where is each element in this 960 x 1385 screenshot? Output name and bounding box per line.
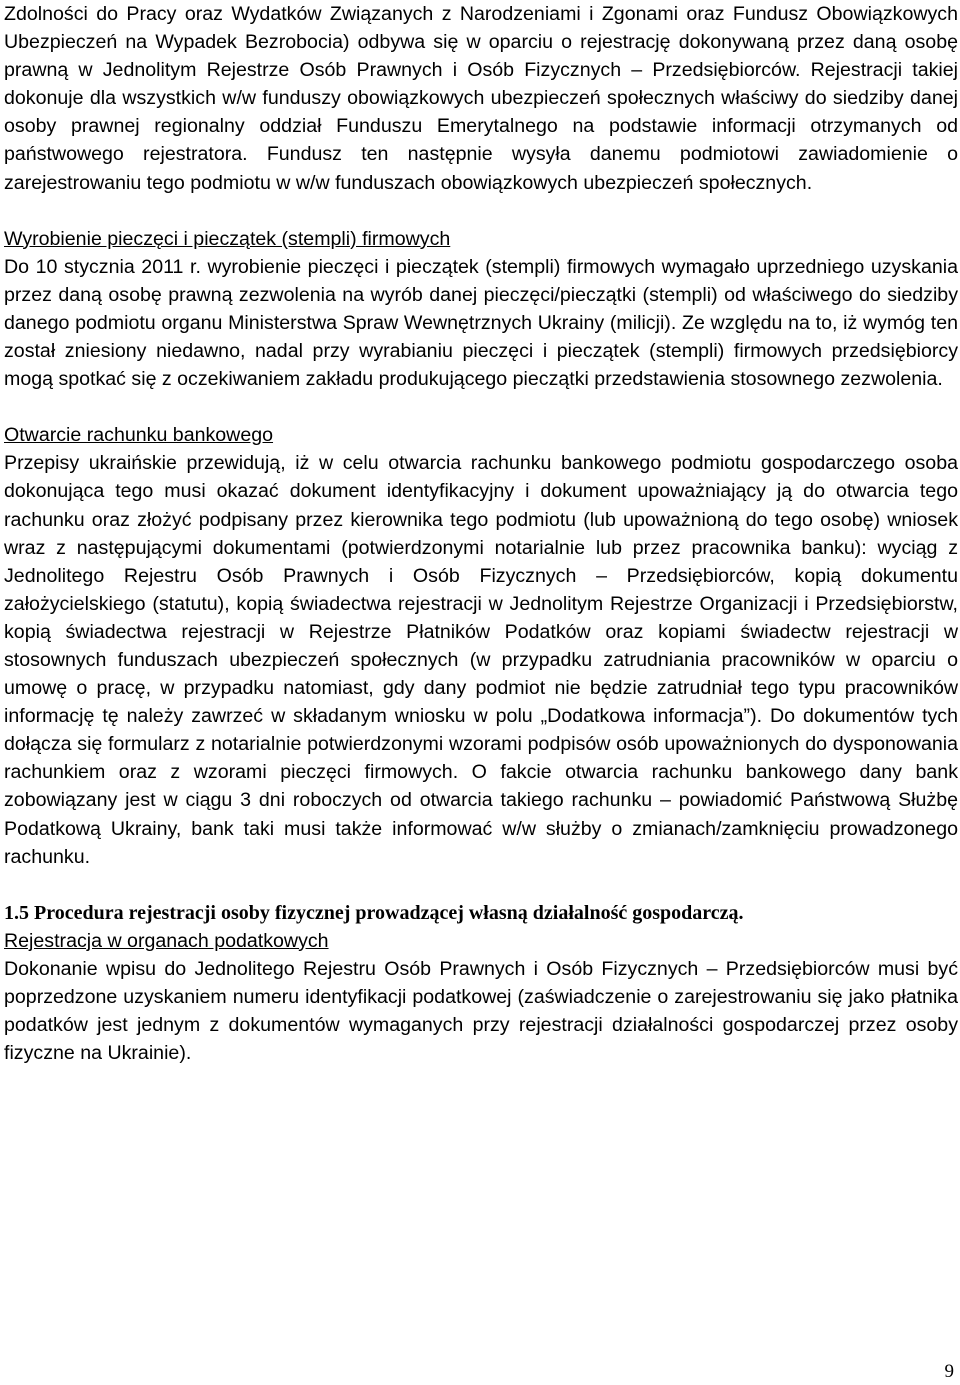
section-body-stamps: Do 10 stycznia 2011 r. wyrobienie pieczęci i pieczątek (stempli) firmowych wymagało uprzedniego uzyskania przez daną osobę prawną zezwolenia na wyrób danej pieczęci/pieczątki (stempli) od właściwego do siedziby danego podmiotu organu Ministerstwa Spraw Wewnętrznych Ukrainy (milicji). Ze względu na to, iż wymóg ten został zniesiony niedawno, nadal przy wyrabianiu pieczęci i pieczątek (stempli) firmowych przedsiębiorcy mogą spotkać się z oczekiwaniem zakładu produkującego pieczątki przedstawienia stosownego zezwolenia. [4,255,958,391]
section-body-bank-account: Przepisy ukraińskie przewidują, iż w celu otwarcia rachunku bankowego podmiotu gospodarczego osoba dokonująca tego musi okazać dokument identyfikacyjny i dokument upoważniający ją do otwarcia tego rachunku oraz złożyć podpisany przez kierownika tego podmiotu (lub upoważnioną do tego osobę) wniosek wraz z następującymi dokumentami (potwierdzonymi notarialnie lub przez pracownika banku): wyciąg z Jednolitego Rejestru Osób Prawnych i Osób Fizycznych – Przedsiębiorców, kopią dokumentu założycielskiego (statutu), kopią świadectwa rejestracji w Jednolitym Rejestrze Organizacji i Przedsiębiorstw, kopią świadectwa rejestracji w Rejestrze Płatników Podatków oraz kopiami świadectw rejestracji w stosownych funduszach ubezpieczeń społecznych (w przypadku zatrudniania pracowników w oparciu o umowę o pracę, w przypadku natomiast, gdy dany podmiot nie będzie zatrudniał tego typu pracowników informację tę należy zawrzeć w składanym wniosku w polu „Dodatkowa informacja”). Do dokumentów tych dołącza się formularz z notarialnie potwierdzonymi wzorami podpisów osób upoważnionych do dysponowania rachunkiem oraz z wzorami pieczęci firmowych. O fakcie otwarcia rachunku bankowego dany bank zobowiązany jest w ciągu 3 dni roboczych od otwarcia takiego rachunku – powiadomić Państwową Służbę Podatkową Ukrainy, bank taki musi także informować w/w służby o zmianach/zamknięciu prowadzonego rachunku. [4,452,958,868]
intro-paragraph: Zdolności do Pracy oraz Wydatków Związanych z Narodzeniami i Zgonami oraz Fundusz Obowiązkowych Ubezpieczeń na Wypadek Bezrobocia) odbywa się w oparciu o rejestrację dokonywaną przez daną osobę prawną w Jednolitym Rejestrze Osób Prawnych i Osób Fizycznych – Przedsiębiorców. Rejestracji takiej dokonuje dla wszystkich w/w funduszy obowiązkowych ubezpieczeń społecznych właściwy do siedziby danej osoby prawnej regionalny oddział Funduszu Emerytalnego na podstawie informacji otrzymanych od państwowego rejestratora. Fundusz ten następnie wysyła danemu podmiotowi zawiadomienie o zarejestrowaniu tego podmiotu w w/w funduszach obowiązkowych ubezpieczeń społecznych. [4,3,958,194]
section-heading-tax-registration: Rejestracja w organach podatkowych [4,929,329,952]
section-title-1-5: 1.5 Procedura rejestracji osoby fizycznej prowadzącej własną działalność gospodarczą. [4,901,744,924]
section-body-tax-registration: Dokonanie wpisu do Jednolitego Rejestru Osób Prawnych i Osób Fizycznych – Przedsiębiorców musi być poprzedzone uzyskaniem numeru identyfikacji podatkowej (zaświadczenie o zarejestrowaniu się jako płatnika podatków jest jednym z dokumentów wymaganych przy rejestracji działalności gospodarczej przez osoby fizyczne na Ukrainie). [4,957,958,1065]
paragraph-spacer [4,393,958,421]
section-heading-bank-account: Otwarcie rachunku bankowego [4,424,274,447]
paragraph-spacer [4,197,958,225]
section-heading-stamps: Wyrobienie pieczęci i pieczątek (stempli) firmowych [4,227,451,250]
page-number: 9 [944,1361,954,1382]
document-page [4,0,958,1067]
paragraph-spacer [4,871,958,899]
